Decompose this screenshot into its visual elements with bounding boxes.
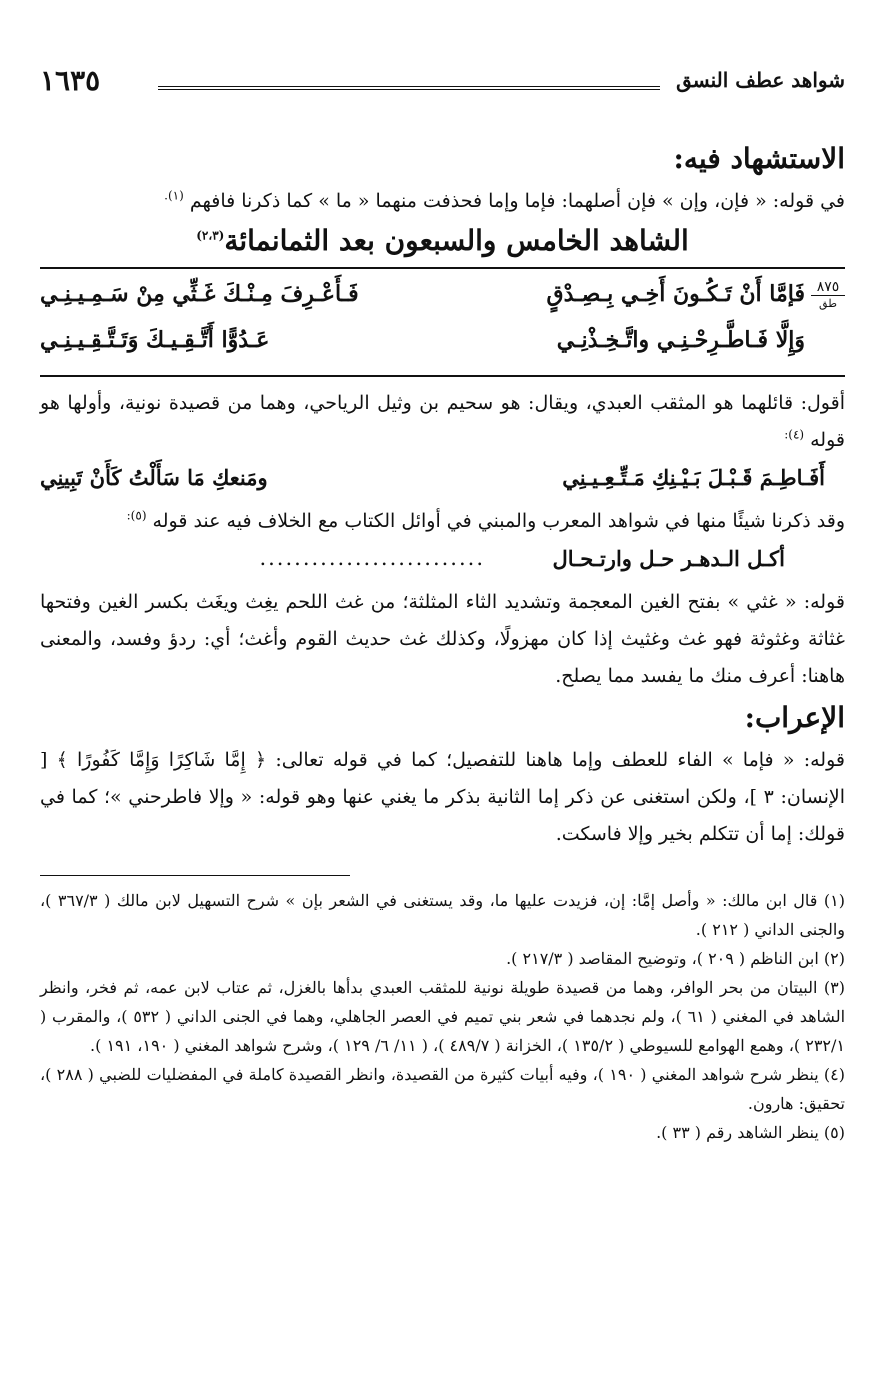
header-rule	[158, 86, 660, 90]
page-number: ١٦٣٥	[40, 64, 101, 97]
verse-line2-first-hemistich: وَإِلَّا فَـاطَّـرِحْـنِـي واتَّـخِـذْنِـي	[556, 327, 805, 353]
running-title: شواهد عطف النسق	[676, 68, 845, 92]
footnote-1: (١) قال ابن مالك: « وأصل إمَّا: إن، فزيدت عليها ما، وقد يستغنى في الشعر بإن » شرح التسهيل لابن مالك ( ٣٦٧/٣ )، والجنى الداني ( ٢١٢ ).	[40, 891, 845, 939]
commentary-paragraph-3: قوله: « غثي » بفتح الغين المعجمة وتشديد الثاء المثلثة؛ من غث اللحم يغِث ويغَث بكسر الغين وفتحها غثاثة وغثوثة فهو غث وغثيث إذا كان مهزولًا، وكذلك غث حديث القوم وأغث؛ أي: ردؤ وفسد، والمعنى هاهنا: أعرف منك ما يفسد مما يصلح.	[40, 591, 845, 687]
footnote-2: (٢) ابن الناظم ( ٢٠٩ )، وتوضيح المقاصد ( ٢١٧/٣ ).	[506, 949, 845, 968]
irab-paragraph: قوله: « فإما » الفاء للعطف وإما هاهنا للتفصيل؛ كما في قوله تعالى: ﴿ إِمَّا شَاكِرًا وَإِمَّا كَفُورًا ﴾ [ الإنسان: ٣ ]، ولكن استغنى عن ذكر إما الثانية بذكر ما يغني عنها وهو قوله: « وإلا فاطرحني »؛ كما في قولك: إما أن تتكلم بخير وإلا فاسكت.	[40, 749, 845, 845]
footnote-4: (٤) ينظر شرح شواهد المغني ( ١٩٠ )، وفيه أبيات كثيرة من القصيدة، وانظر القصيدة كاملة في المفضليات للضبي ( ٢٨٨ )، تحقيق: هارون.	[40, 1065, 845, 1113]
istishhad-text: في قوله: « فإن، وإن » فإن أصلهما: فإما وإما فحذفت منهما « ما » كما ذكرنا فافهم	[189, 190, 845, 212]
book-page	[40, 60, 845, 1147]
footnote-rule	[40, 875, 350, 876]
verse-line1-second-hemistich: فَـأَعْـرِفَ مِـنْـكَ غَـثِّي مِنْ سَـمِـيـنِـي	[40, 281, 359, 307]
commentary-paragraph-1	[40, 385, 845, 459]
quoted-half-verse-text: أكـل الـدهـر حـل وارتـحـال	[552, 546, 785, 571]
footnote-3: (٣) البيتان من بحر الوافر، وهما من قصيدة طويلة نونية للمثقب العبدي بدأها بالغزل، ثم عتاب لابن عمه، ثم فخر، وانظر الشاهد في المغني ( ٦١ )، ولم نجدهما في شعر بني تميم في العصر الجاهلي، وهما في الجنى الداني ( ٥٣٢ )، والمقرب ( ٢٣٢/١ )، وهمع الهوامع للسيوطي ( ١٣٥/٢ )، الخزانة ( ٤٨٩/٧ )، ( ١١/ ٦/ ١٢٩ )، وشرح شواهد المغني ( ١٩٠، ١٩١ ).	[40, 978, 846, 1055]
commentary-paragraph-2	[40, 503, 845, 540]
footnote-5: (٥) ينظر الشاهد رقم ( ٣٣ ).	[656, 1123, 845, 1142]
quoted-half-verse	[40, 540, 845, 584]
section-heading-istishhad: الاستشهاد فيه:	[673, 142, 845, 175]
section-heading-irab: الإعراب:	[744, 701, 845, 734]
footnote-ref-2-3: (٢،٣)	[196, 228, 225, 243]
verse-meter-abbrev: طق	[811, 295, 845, 312]
footnote-ref-1: (١).	[164, 188, 184, 203]
page-header	[40, 60, 845, 100]
quoted-verse-first-hemistich: أَفَـاطِـمَ قَـبْـلَ بَـيْـنِكِ مَـتِّـعِـيـنِي	[562, 465, 825, 490]
verse-line1-first-hemistich: فَإمَّا أَنْ تَـكُـونَ أَخِـي بِـصِـدْقٍ	[546, 281, 805, 307]
commentary-text-2: وقد ذكرنا شيئًا منها في شواهد المعرب والمبني في أوائل الكتاب مع الخلاف فيه عند قوله	[152, 510, 845, 532]
verse-line2-second-hemistich: عَـدُوًّا أَتَّـقِـيـكَ وَتَـتَّـقِـيـنِـي	[40, 327, 270, 353]
footnotes	[40, 886, 845, 1147]
verse-number	[811, 279, 845, 312]
quoted-verse-second-hemistich: ومَنعكِ مَا سَأَلْتُ كَأَنْ تَبِينِي	[40, 465, 268, 490]
quoted-verse-line	[40, 459, 845, 503]
verse-box	[40, 267, 845, 377]
footnote-ref-4: (٤):	[784, 427, 805, 442]
quoted-half-verse-ellipsis: ..........................	[259, 546, 485, 570]
commentary-text-1: أقول: قائلهما هو المثقب العبدي، ويقال: هو سحيم بن وثيل الرياحي، وهما من قصيدة نونية، وأولها هو قوله	[40, 392, 845, 451]
shahid-title-text: الشاهد الخامس والسبعون بعد الثمانمائة	[224, 224, 689, 257]
footnote-ref-5: (٥):	[126, 508, 147, 523]
verse-number-value: ٨٧٥	[816, 279, 840, 295]
shahid-title	[40, 224, 845, 257]
istishhad-paragraph	[40, 183, 845, 220]
